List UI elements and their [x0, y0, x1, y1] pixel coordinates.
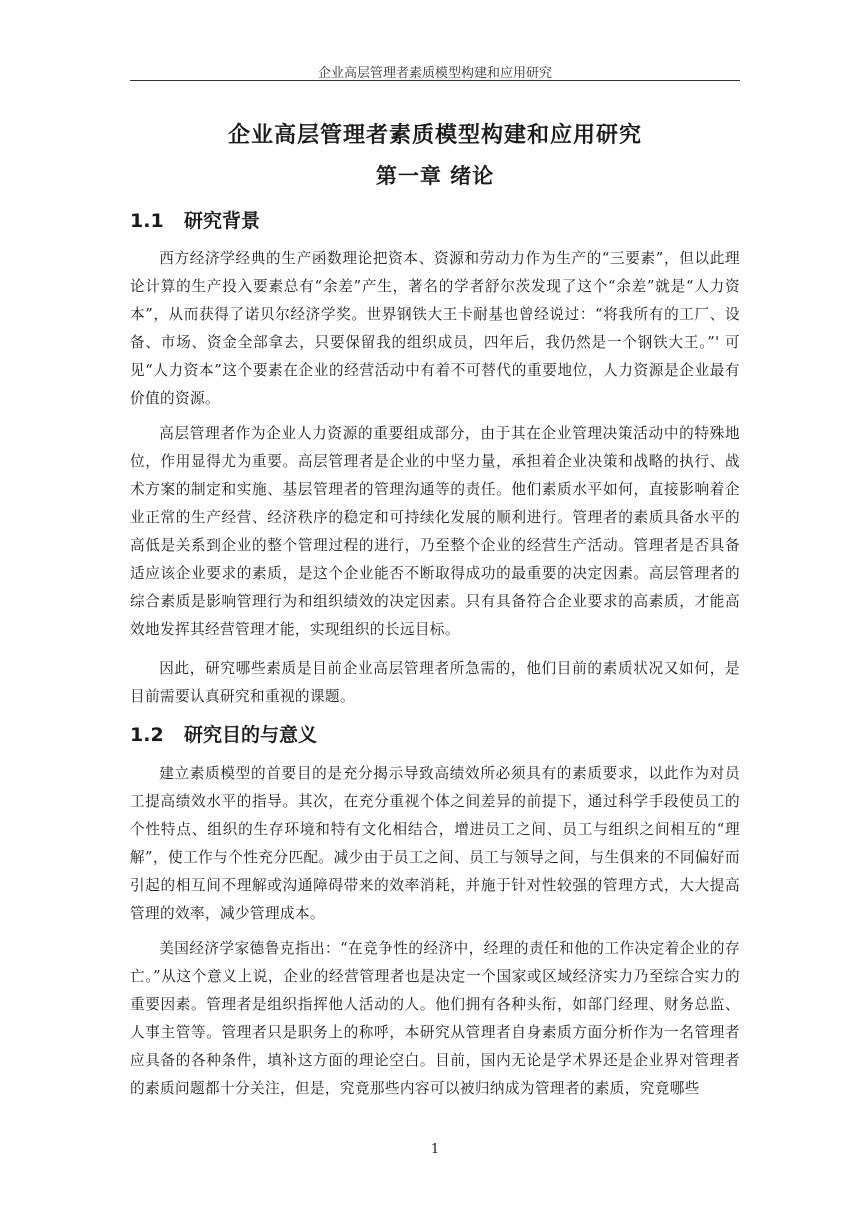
section-heading-1-2: [130, 720, 317, 747]
running-header: 企业高层管理者素质模型构建和应用研究: [317, 66, 552, 81]
section-number: 1.2: [130, 724, 164, 746]
section-title: 研究背景: [184, 210, 261, 232]
paragraph: 高层管理者作为企业人力资源的重要组成部分，由于其在企业管理决策活动中的特殊地位，作用显得尤为重要。高层管理者是企业的中坚力量，承担着企业决策和战略的执行、战术方案的制定和实施、基层管理者的管理沟通等的责任。他们素质水平如何，直接影响着企业正常的生产经营、经济秩序的稳定和可持续化发展的顺利进行。管理者的素质具备水平的高低是关系到企业的整个管理过程的进行，乃至整个企业的经营生产活动。管理者是否具备适应该企业要求的素质，是这个企业能否不断取得成功的最重要的决定因素。高层管理者的综合素质是影响管理行为和组织绩效的决定因素。只有具备符合企业要求的高素质，才能高效地发挥其经营管理才能，实现组织的长远目标。: [130, 425, 740, 638]
section-number: 1.1: [130, 210, 164, 232]
paragraph: 因此，研究哪些素质是目前企业高层管理者所急需的，他们目前的素质状况又如何，是目前需要认真研究和重视的课题。: [130, 660, 740, 705]
section-title: 研究目的与意义: [184, 724, 318, 746]
document-title: 企业高层管理者素质模型构建和应用研究: [227, 123, 642, 148]
header-rule: [130, 80, 740, 81]
paragraph: 美国经济学家德鲁克指出：“在竞争性的经济中，经理的责任和他的工作决定着企业的存亡。”从这个意义上说，企业的经营管理者也是决定一个国家或区域经济实力乃至综合实力的重要因素。管理者是组织指挥他人活动的人。他们拥有各种头衔，如部门经理、财务总监、人事主管等。管理者只是职务上的称呼，本研究从管理者自身素质方面分析作为一名管理者应具备的各种条件，填补这方面的理论空白。目前，国内无论是学术界还是企业界对管理者的素质问题都十分关注，但是，究竟那些内容可以被归纳成为管理者的素质，究竟哪些: [130, 940, 740, 1097]
paragraph: 建立素质模型的首要目的是充分揭示导致高绩效所必须具有的素质要求，以此作为对员工提高绩效水平的指导。其次，在充分重视个体之间差异的前提下，通过科学手段使员工的个性特点、组织的生存环境和特有文化相结合，增进员工之间、员工与组织之间相互的“理解”，使工作与个性充分匹配。减少由于员工之间、员工与领导之间，与生俱来的不同偏好而引起的相互间不理解或沟通障碍带来的效率消耗，并施于针对性较强的管理方式，大大提高管理的效率，减少管理成本。: [130, 765, 740, 922]
section-heading-1-1: [130, 206, 260, 233]
chapter-title: 第一章 绪论: [375, 164, 495, 188]
page-number: 1: [430, 1142, 440, 1157]
paragraph: 西方经济学经典的生产函数理论把资本、资源和劳动力作为生产的“三要素”，但以此理论计算的生产投入要素总有“余差”产生，著名的学者舒尔茨发现了这个“余差”就是“人力资本”，从而获得了诺贝尔经济学奖。世界钢铁大王卡耐基也曾经说过：“将我所有的工厂、设备、市场、资金全部拿去，只要保留我的组织成员，四年后，我仍然是一个钢铁大王。”' 可见“人力资本”这个要素在企业的经营活动中有着不可替代的重要地位，人力资源是企业最有价值的资源。: [130, 250, 740, 407]
